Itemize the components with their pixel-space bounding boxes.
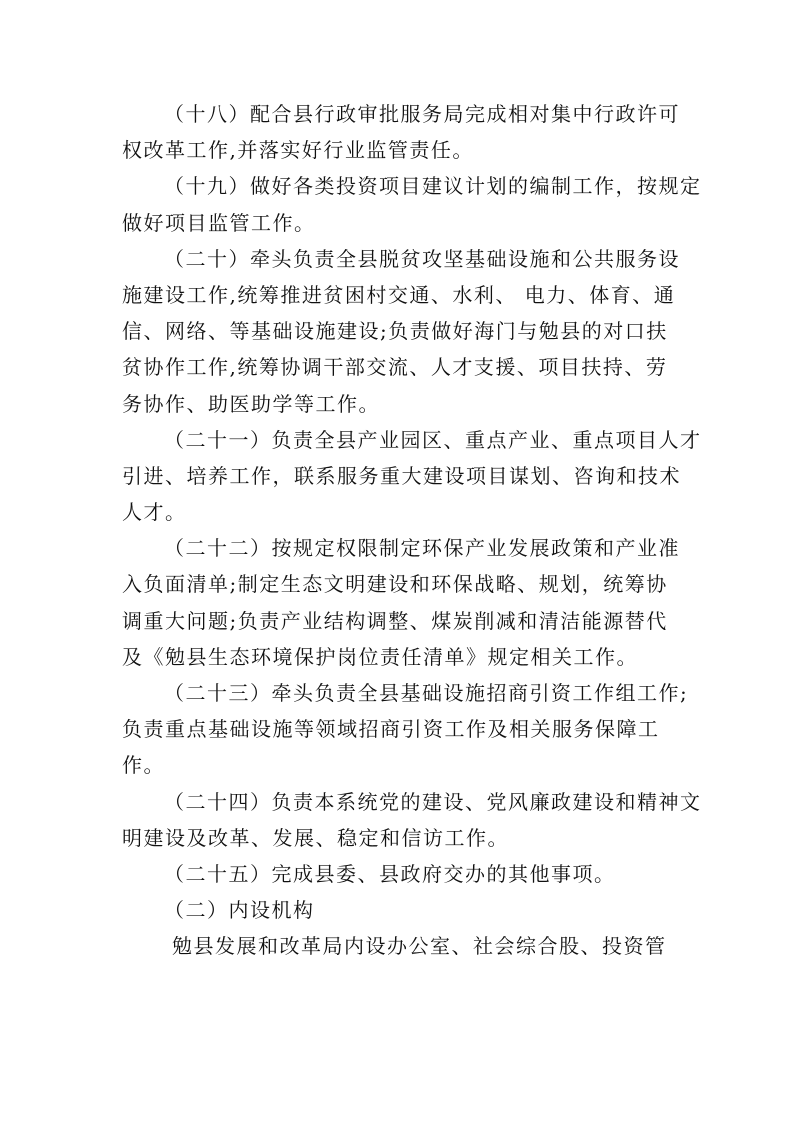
internal-structure-line-1: 勉县发展和改革局内设办公室、社会综合股、投资管 xyxy=(172,934,667,959)
paragraph-22-line-4: 及《勉县生态环境保护岗位责任清单》规定相关工作。 xyxy=(122,644,638,669)
paragraph-19-line-1: （十九）做好各类投资项目建议计划的编制工作，按规定 xyxy=(164,174,702,199)
paragraph-23-line-3: 作。 xyxy=(122,753,165,778)
paragraph-21-line-1: （二十一）负责全县产业园区、重点产业、重点项目人才 xyxy=(164,427,702,452)
paragraph-20-line-2: 施建设工作,统筹推进贫困村交通、水利、 电力、体育、通 xyxy=(122,282,676,307)
paragraph-20-line-4: 贫协作工作,统筹协调干部交流、人才支援、项目扶持、劳 xyxy=(122,355,668,380)
paragraph-23-line-2: 负责重点基础设施等领域招商引资工作及相关服务保障工 xyxy=(122,717,660,742)
paragraph-22-line-2: 入负面清单;制定生态文明建设和环保战略、规划，统筹协 xyxy=(122,572,668,597)
paragraph-20-line-5: 务协作、助医助学等工作。 xyxy=(122,391,380,416)
paragraph-20-line-3: 信、网络、等基础设施建设;负责做好海门与勉县的对口扶 xyxy=(122,319,668,344)
paragraph-22-line-3: 调重大问题;负责产业结构调整、煤炭削减和清洁能源替代 xyxy=(122,608,668,633)
paragraph-21-line-3: 人才。 xyxy=(122,500,187,525)
paragraph-24-line-2: 明建设及改革、发展、稳定和信访工作。 xyxy=(122,825,509,850)
paragraph-18-line-1: （十八）配合县行政审批服务局完成相对集中行政许可 xyxy=(164,102,680,126)
section-heading: （二）内设机构 xyxy=(164,898,315,923)
paragraph-24-line-1: （二十四）负责本系统党的建设、党风廉政建设和精神文 xyxy=(164,789,702,814)
paragraph-21-line-2: 引进、培养工作，联系服务重大建设项目谋划、咨询和技术 xyxy=(122,463,681,488)
paragraph-20-line-1: （二十）牵头负责全县脱贫攻坚基础设施和公共服务设 xyxy=(164,246,680,271)
paragraph-18-line-2: 权改革工作,并落实好行业监管责任。 xyxy=(122,138,474,163)
paragraph-23-line-1: （二十三）牵头负责全县基础设施招商引资工作组工作; xyxy=(164,681,689,705)
paragraph-19-line-2: 做好项目监管工作。 xyxy=(122,210,316,235)
document-body xyxy=(122,96,702,965)
paragraph-25-line-1: （二十五）完成县委、县政府交办的其他事项。 xyxy=(164,861,616,886)
paragraph-22-line-1: （二十二）按规定权限制定环保产业发展政策和产业准 xyxy=(164,536,680,561)
